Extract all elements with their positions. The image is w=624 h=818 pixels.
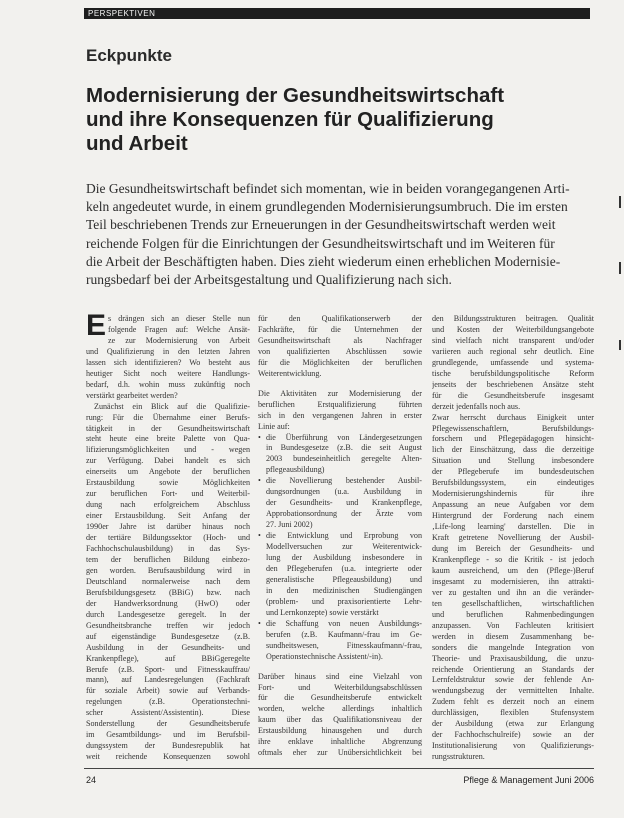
- text-line: steht heute eine breite Palette von Qua-: [86, 434, 250, 444]
- text-line: den Bildungsstrukturen beitragen. Qualität: [432, 314, 594, 323]
- text-line: Kraft getretene Novellierung der Ausbil-: [432, 533, 594, 543]
- text-line: beruflichen Erstqualifizierung führten: [258, 399, 422, 409]
- text-line: regelungen (z.B. Operationstechni-: [86, 697, 250, 707]
- text-line: Erstausbildung sowie Möglichkeiten: [86, 478, 250, 488]
- column-3: [432, 314, 594, 763]
- journal-info: Pflege & Management Juni 2006: [463, 775, 594, 785]
- text-line: Lernfeldstruktur sowie der fehlende An-: [432, 675, 594, 685]
- text-line: Approbationsordnung der Ärzte vom: [266, 509, 422, 519]
- text-line: für den Qualifikationserwerb der: [258, 314, 422, 323]
- text-line: 27. Juni 2002): [266, 520, 313, 530]
- paragraph-gap: [258, 380, 422, 389]
- text-line: Zwar herrscht durchaus Einigkeit unter: [432, 412, 594, 422]
- text-line: forschern und Pflegepädagogen hinsicht-: [432, 434, 594, 444]
- text-line: Darüber hinaus sind eine Vielzahl von: [258, 671, 422, 681]
- text-line: jenseits der beschriebenen Ansätze steht: [432, 379, 594, 389]
- text-line: tätigkeit in der Gesundheitswirtschaft: [86, 423, 250, 433]
- text-line: und Kosten der Weiterbildungsangebote: [432, 324, 594, 334]
- text-line: Zunächst ein Blick auf die Qualifizie-: [94, 401, 250, 411]
- text-line: zur Verfügung. Dabei handelt es sich: [86, 456, 250, 466]
- text-line: auf eigenständige Bundesgesetze (z.B.: [86, 631, 250, 641]
- text-line: für soziale Arbeit) sowie auf Verbands-: [86, 686, 250, 696]
- text-line: Anpassung an neue Aufgaben vor dem: [432, 500, 594, 510]
- text-line: oftmals eher zur Unübersichtlichkeit bei: [258, 748, 422, 758]
- page-edge-mark: [619, 196, 621, 208]
- text-line: Modernisierungshindernis für ihre: [432, 489, 594, 499]
- text-line: s drängen sich an dieser Stelle nun: [108, 314, 250, 323]
- text-line: ihre enklave inhaltliche Abgrenzung: [258, 737, 422, 747]
- text-line: Situation und Stellung insbesondere: [432, 456, 594, 466]
- bullet-item: [258, 476, 422, 531]
- text-line: Zudem fehlt es derzeit noch an einem: [432, 697, 594, 707]
- text-line: sundheitswesen, Fitnesskaufmann/-frau,: [266, 640, 422, 650]
- text-line: mann), auf Landesregelungen (Fachkraft: [86, 675, 250, 685]
- text-line: einer Erstausbildung. Seit Anfang der: [86, 511, 250, 521]
- text-line: Sonderstellung der Gesundheitsberufe: [86, 719, 250, 729]
- lead-paragraph: [86, 180, 596, 289]
- text-line: werden in diesem Zusammenhang be-: [432, 631, 594, 641]
- text-line: einerseits um Angebote der beruflichen: [86, 467, 250, 477]
- text-line: generalistische Pflegeausbildung) und: [266, 574, 422, 584]
- text-line: kaum ausreichend, um den (Pflege-)Beruf: [432, 565, 594, 575]
- headline-line: und Arbeit: [86, 132, 188, 155]
- lead-line: Die Gesundheitswirtschaft befindet sich momentan, wie in beiden vorangegangenen Arti-: [86, 181, 570, 196]
- lead-line: die Arbeit der Beschäftigten haben. Dies zieht wiederum einen erheblichen Modernisie-: [86, 253, 561, 269]
- text-line: Institutionalisierung von Qualifizierungs-: [432, 741, 594, 751]
- column-1: [86, 309, 250, 763]
- text-line: kaum über das Qualifikationsniveau der: [258, 715, 422, 725]
- text-line: rung: Für die Übernahme einer Berufs-: [86, 412, 250, 422]
- text-line: durchlässigen, flexiblen Stufensystem: [432, 708, 594, 718]
- text-line: lich der Einschätzung, dass die derzeitige: [432, 445, 594, 455]
- lead-line: keln angedeutet wurde, in einem grundlegenden Modernisierungsumbruch. Die im ersten: [86, 199, 568, 215]
- lead-line: Teil beschriebenen Trends zur Erneuerungen in der Gesundheitswirtschaft werden weit: [86, 217, 556, 233]
- text-line: bedarf, d.h. wohin muss zukünftig noch: [86, 379, 250, 389]
- text-line: von qualifizierten Abschlüssen sowie: [258, 346, 422, 356]
- text-line: Weiterentwicklung.: [258, 368, 322, 378]
- text-line: Linie auf:: [258, 421, 290, 431]
- text-line: • die Überführung von Ländergesetzungen: [266, 432, 422, 442]
- text-line: im Gesamtbildungs- und im Berufsbil-: [86, 730, 250, 740]
- text-line: der Handwerksordnung (HwO) oder: [86, 598, 250, 608]
- text-line: dung nach erfolgreichem Abschluss: [86, 500, 250, 510]
- text-line: verstärkt gearbeitet werden?: [86, 390, 178, 400]
- text-line: sonders die mangelnde Integration von: [432, 642, 594, 652]
- text-line: grundlegende, umfassende und systema-: [432, 357, 594, 367]
- text-line: der Ausbildung (etwa zur Erlangung: [432, 719, 594, 729]
- text-line: heutiger Sicht noch weitere Handlungs-: [86, 368, 250, 378]
- text-line: • die Schaffung von neuen Ausbildungs-: [266, 618, 422, 628]
- text-line: 1990er Jahre ist darüber hinaus noch: [86, 522, 250, 532]
- text-line: durch Landesgesetze geregelt. In der: [86, 609, 250, 619]
- text-line: wendungsbezug der vermittelten Inhalte.: [432, 686, 594, 696]
- text-line: insgesamt zu modernisieren, ihn attrakti-: [432, 576, 594, 586]
- text-line: Die Aktivitäten zur Modernisierung der: [258, 388, 422, 398]
- text-line: sind vielfach nicht transparent und/oder: [432, 335, 594, 345]
- text-line: rungsstrukturen.: [432, 752, 485, 762]
- text-line: dungssystem der Bundesrepublik hat: [86, 741, 250, 751]
- text-line: reichende Orientierung an Standards der: [432, 664, 594, 674]
- text-line: anzupassen. Von Fachleuten kritisiert: [432, 620, 594, 630]
- text-line: (problem- und praxisorientierte Lehr-: [266, 596, 422, 606]
- text-line: Berufsbildungsgesetz (BBiG) bzw. nach: [86, 587, 250, 597]
- page-edge-mark: [619, 262, 621, 274]
- text-line: für die Gesundheitsberufe insgesamt: [432, 390, 594, 400]
- footer-rule: [84, 768, 594, 769]
- headline-line: Modernisierung der Gesundheitswirtschaft: [86, 84, 505, 107]
- text-line: berufen (z.B. Kaufmann/-frau im Ge-: [266, 629, 422, 639]
- text-line: Erstausbildung hinausgehen und durch: [258, 726, 422, 736]
- text-line: in den medizinischen Studiengängen: [266, 585, 422, 595]
- text-line: sich in den vergangenen Jahren in erster: [258, 410, 422, 420]
- text-line: für die Möglichkeiten der beruflichen: [258, 357, 422, 367]
- text-line: Hintergrund der Forderung nach einem: [432, 511, 594, 521]
- section-tag: PERSPEKTIVEN: [88, 9, 156, 18]
- text-line: • die Novellierung bestehender Ausbil-: [266, 476, 422, 486]
- text-line: Gesundheitsbranche treffen wir jedoch: [86, 620, 250, 630]
- drop-cap: E: [86, 309, 107, 342]
- text-line: ver zu gestalten und ihn an die veränder-: [432, 587, 594, 597]
- text-line: und beruflichen Rahmenbedingungen: [432, 609, 594, 619]
- text-line: zur beruflichen Fort- und Weiterbil-: [86, 489, 250, 499]
- text-line: der Gesundheits- und Krankenpflege,: [266, 498, 422, 508]
- text-line: und Qualifizierung in den letzten Jahren: [86, 346, 250, 356]
- text-line: lung der Ausbildung insbesondere in: [266, 553, 422, 563]
- text-line: ten gesellschaftlichen, wirtschaftlichen: [432, 598, 594, 608]
- text-line: lifizierungsmöglichkeiten und - wegen: [86, 445, 250, 455]
- lead-line: reichende Folgen für die Einrichtungen der Gesundheitswirtschaft und im Weiteren für: [86, 235, 555, 251]
- text-line: Gesundheitswirtschaft als Nachfrager: [258, 335, 422, 345]
- text-line: der Pflegeberufe im bundesdeutschen: [432, 467, 594, 477]
- text-line: • die Entwicklung und Erprobung von: [266, 531, 422, 541]
- text-line: Krankenpflege - so die Kritik - ist jedoch: [432, 554, 594, 564]
- text-line: den Pflegeberufen (u.a. integrierte oder: [266, 563, 422, 573]
- text-line: dung im Bereich der Gesundheits- und: [432, 544, 594, 554]
- text-line: scher Assistent/Assistentin). Diese: [86, 708, 250, 718]
- text-line: worden, welche allerdings inhaltlich: [258, 704, 422, 714]
- text-line: und Lernkonzepte) sowie verstärkt: [266, 607, 379, 617]
- text-line: 2003 bundeseinheitlich geregelte Alten-: [266, 454, 422, 464]
- paragraph-gap: [258, 663, 422, 672]
- text-line: tem der beruflichen Bildung einbezo-: [86, 554, 250, 564]
- headline-line: und ihre Konsequenzen für Qualifizierung: [86, 108, 494, 131]
- text-line: der tertiäre Bildungssektor (Hoch- und: [86, 533, 250, 543]
- text-line: Deutschland normalerweise nach dem: [86, 576, 250, 586]
- headline: [86, 84, 606, 156]
- bullet-item: [258, 531, 422, 619]
- text-line: Ausbildung in der Gesundheits- und: [86, 642, 250, 652]
- text-line: ‚Life-long learning' darstellen. Die in: [432, 522, 594, 532]
- text-line: tische berufsbildungspolitische Reform: [432, 368, 594, 378]
- text-line: Berufe (z.B. Sport- und Fitnesskauffrau/: [86, 664, 250, 674]
- text-line: derzeit jedenfalls noch aus.: [432, 401, 521, 411]
- text-line: ze zur Modernisierung von Arbeit: [108, 335, 250, 345]
- text-line: Theorie- und Praxisausbildung, die unzu-: [432, 653, 594, 663]
- section-bar: [84, 8, 590, 19]
- text-line: Fort- und Weiterbildungsabschlüssen: [258, 682, 422, 692]
- text-line: Fachkräfte, für die Unternehmen der: [258, 324, 422, 334]
- text-line: Fachhochschulausbildung) in das Sys-: [86, 544, 250, 554]
- bullet-item: [258, 433, 422, 477]
- page-edge-mark: [619, 340, 621, 350]
- text-line: lassen sich identifizieren? Wo besteht aus: [86, 357, 250, 367]
- text-line: für die Gesundheitsberufe entwickelt: [258, 693, 422, 703]
- text-line: folgende Fragen auf: Welche Ansät-: [108, 324, 250, 334]
- text-line: Modellversuchen zur Weiterentwick-: [266, 542, 422, 552]
- text-line: Berufsbildungssystem, ein eindeutiges: [432, 478, 594, 488]
- column-2: [258, 314, 422, 759]
- text-line: in Bundesgesetze (z.B. die seit August: [266, 443, 422, 453]
- page-number: 24: [86, 775, 97, 785]
- bullet-item: [258, 619, 422, 663]
- text-line: weit reichende Konsequenzen sowohl: [86, 752, 250, 762]
- text-line: variieren auch regional sehr deutlich. Eine: [432, 346, 594, 356]
- lead-line: rungsbedarf bei der Arbeitsgestaltung und Qualifizierung nach sich.: [86, 272, 452, 288]
- text-line: der Fachhochschulreife) sowie an der: [432, 730, 594, 740]
- kicker: Eckpunkte: [86, 46, 172, 65]
- text-line: Operationstechnische Assistent/-in).: [266, 651, 383, 661]
- text-line: dungsordnungen (u.a. Ausbildung in: [266, 487, 422, 497]
- text-line: Pflegewissenschaftlern, Berufsbildungs-: [432, 423, 594, 433]
- text-line: Krankenpflege), auf BBiGgeregelte: [86, 653, 250, 663]
- text-line: pflegeausbildung): [266, 465, 325, 475]
- text-line: gen worden. Berufsausbildung wird in: [86, 565, 250, 575]
